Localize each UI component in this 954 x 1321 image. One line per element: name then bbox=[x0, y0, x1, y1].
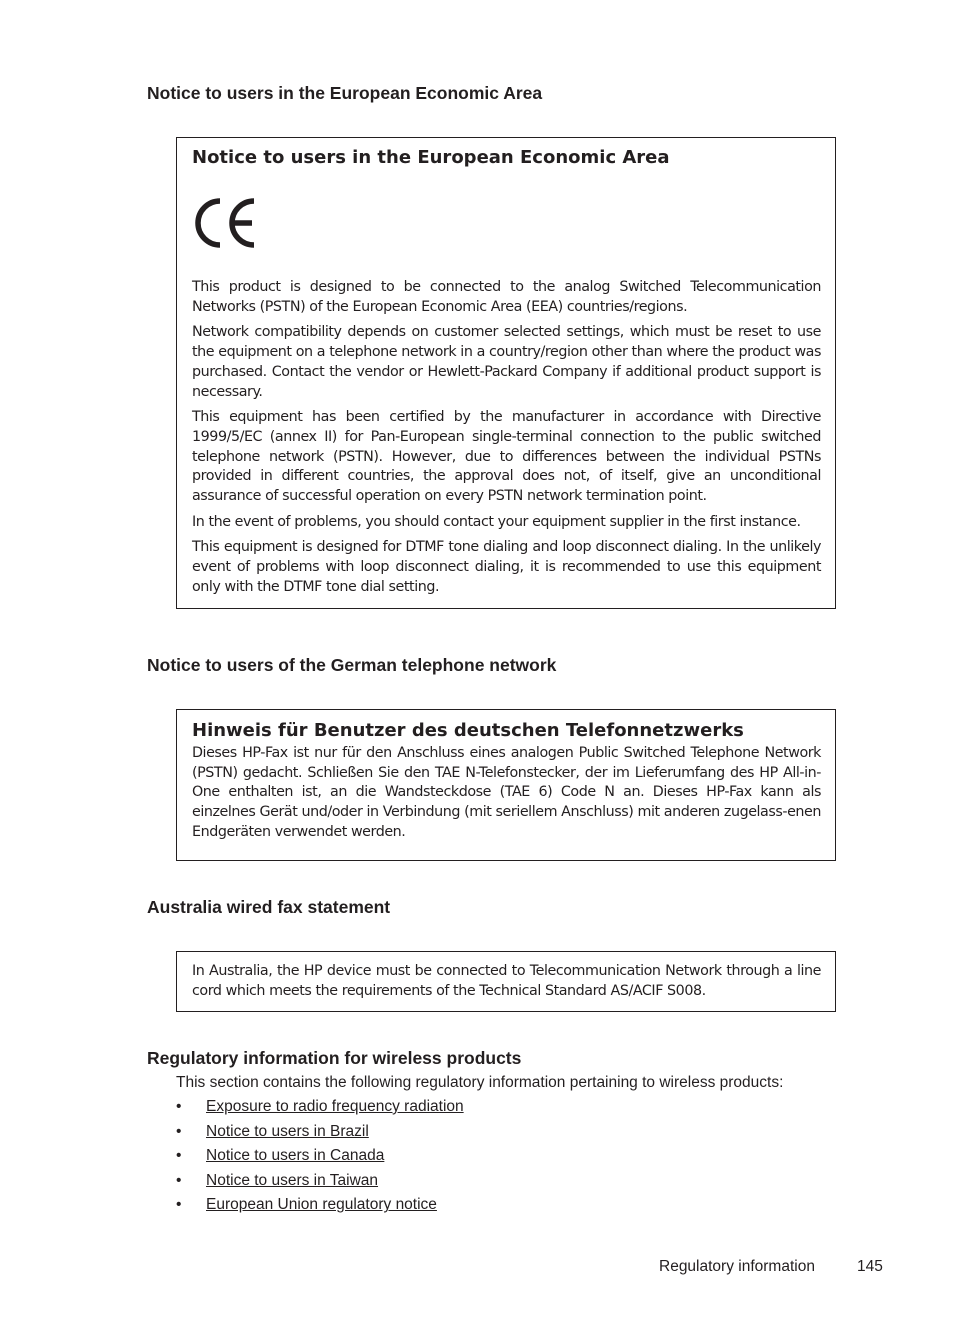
bullet: • bbox=[176, 1147, 182, 1165]
wireless-intro: This section contains the following regulatory information pertaining to wireless products: bbox=[176, 1074, 784, 1091]
bullet: • bbox=[176, 1098, 182, 1115]
bullet: • bbox=[176, 1171, 182, 1189]
link-eu-regulatory-notice[interactable]: European Union regulatory notice bbox=[206, 1196, 437, 1214]
eea-notice-box bbox=[176, 137, 836, 609]
eea-paragraph-3: This equipment has been certified by the manufacturer in accordance with Directive 1999/5/EC (annex II) for Pan-European single-terminal connection to the public switched telephone network (PSTN). However, due to differences between the individual PSTNs provided in different countries, the approval does not, of itself, give an unconditional assurance of successful operation on every PSTN network termination point. bbox=[192, 409, 821, 505]
eea-paragraph-2: Network compatibility depends on customer selected settings, which must be reset to use the equipment on a telephone network in a country/region other than where the product was purchased. Contact the vendor or Hewlett-Packard Company if additional product support is necessary. bbox=[192, 324, 821, 400]
german-paragraph: Dieses HP-Fax ist nur für den Anschluss eines analogen Public Switched Telephone Network (PSTN) gedacht. Schließen Sie den TAE N-Telefonstecker, der im Lieferumfang des HP All-in-One enthalten ist, an die Wandsteckdose (TAE 6) Code N an. Dieses HP-Fax kann als einzelnes Gerät und/oder in Verbindung (mit seriellem Anschluss) mit anderen zugelass-enen Endgeräten verwendet werden. bbox=[192, 745, 821, 840]
eea-box-title: Notice to users in the European Economic Area bbox=[192, 147, 670, 168]
link-notice-brazil[interactable]: Notice to users in Brazil bbox=[206, 1122, 369, 1140]
german-section-heading: Notice to users of the German telephone network bbox=[147, 655, 557, 675]
footer-section-label: Regulatory information bbox=[659, 1258, 815, 1275]
link-notice-canada[interactable]: Notice to users in Canada bbox=[206, 1147, 385, 1165]
australia-paragraph: In Australia, the HP device must be connected to Telecommunication Network through a line cord which meets the requirements of the Technical Standard AS/ACIF S008. bbox=[192, 963, 821, 999]
eea-paragraph-4: In the event of problems, you should contact your equipment supplier in the first instance. bbox=[192, 513, 801, 530]
link-notice-taiwan[interactable]: Notice to users in Taiwan bbox=[206, 1171, 379, 1189]
eea-section-heading: Notice to users in the European Economic Area bbox=[147, 83, 543, 103]
bullet: • bbox=[176, 1196, 182, 1214]
australia-section-heading: Australia wired fax statement bbox=[147, 897, 391, 917]
link-radio-frequency-exposure[interactable]: Exposure to radio frequency radiation bbox=[206, 1098, 464, 1115]
eea-paragraph-5: This equipment is designed for DTMF tone dialing and loop disconnect dialing. In the unlikely event of problems with loop disconnect dialing, it is recommended to use this equipment only with the DTMF tone dial setting. bbox=[192, 539, 821, 595]
german-notice-box bbox=[176, 709, 836, 861]
ce-mark-icon bbox=[192, 197, 260, 249]
australia-notice-box bbox=[176, 951, 836, 1012]
german-box-title: Hinweis für Benutzer des deutschen Telefonnetzwerks bbox=[192, 720, 744, 741]
eea-paragraph-1: This product is designed to be connected to the analog Switched Telecommunication Networks (PSTN) of the European Economic Area (EEA) countries/regions. bbox=[192, 279, 821, 315]
wireless-section-heading: Regulatory information for wireless products bbox=[147, 1048, 522, 1068]
footer-page-number: 145 bbox=[857, 1258, 883, 1275]
bullet: • bbox=[176, 1122, 182, 1140]
